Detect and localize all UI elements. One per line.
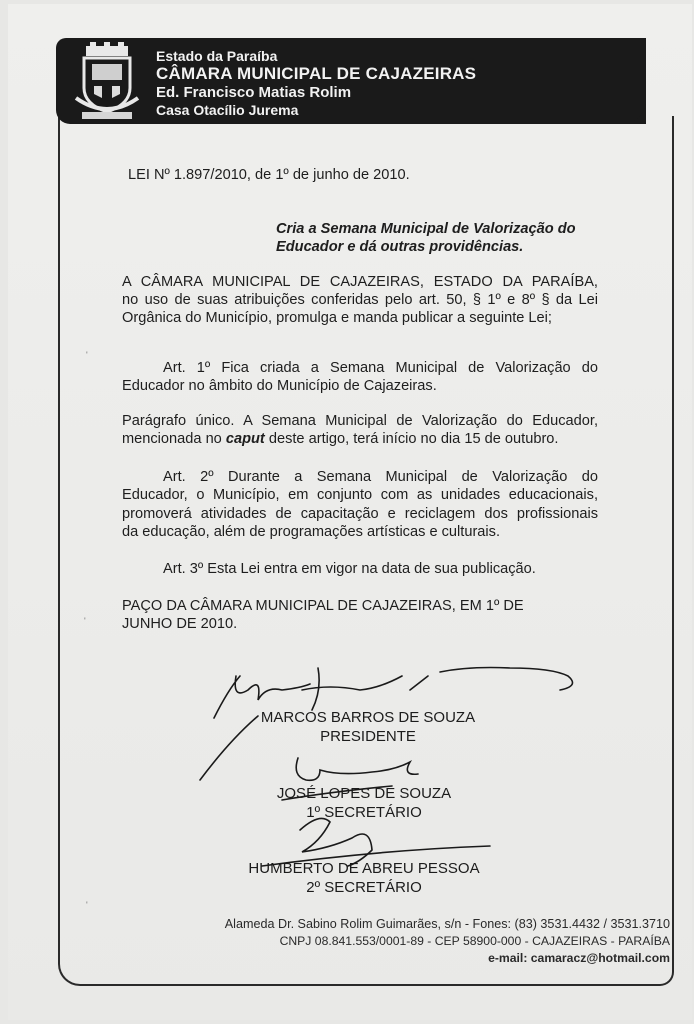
footer-email: e-mail: camaracz@hotmail.com xyxy=(488,951,670,965)
ementa-line-2: Educador e dá outras providências. xyxy=(276,239,524,255)
margin-mark: ' xyxy=(86,900,88,910)
preamble-line-1: A CÂMARA MUNICIPAL DE CAJAZEIRAS, ESTADO DA PARAÍBA, xyxy=(122,274,598,290)
preamble-line-2: no uso de suas atribuições conferidas pelo art. 50, § 1º e 8º § da Lei xyxy=(122,292,598,308)
header-house: Casa Otacílio Jurema xyxy=(156,102,299,118)
preamble-line-3: Orgânica do Município, promulga e manda publicar a seguinte Lei; xyxy=(122,310,552,326)
signer-3-role: 2º SECRETÁRIO xyxy=(306,879,422,896)
paragrafo-line-1: Parágrafo único. A Semana Municipal de Valorização do Educador, xyxy=(122,413,598,429)
signer-2-role: 1º SECRETÁRIO xyxy=(306,804,422,821)
closing-line-2: JUNHO DE 2010. xyxy=(122,616,238,632)
art2-line-2: Educador, o Município, em conjunto com as unidades educacionais, xyxy=(122,487,598,503)
footer-cnpj: CNPJ 08.841.553/0001-89 - CEP 58900-000 - CAJAZEIRAS - PARAÍBA xyxy=(279,934,670,948)
art2-line-4: da educação, além de programações artísticas e culturais. xyxy=(122,524,501,540)
margin-mark: ' xyxy=(86,350,88,360)
signer-3-name: HUMBERTO DE ABREU PESSOA xyxy=(248,860,480,877)
art3-text: Art. 3º Esta Lei entra em vigor na data de sua publicação. xyxy=(163,561,536,577)
art1-line-1: Art. 1º Fica criada a Semana Municipal de Valorização do xyxy=(163,360,598,376)
margin-mark: ' xyxy=(84,616,86,626)
signer-1-role: PRESIDENTE xyxy=(320,728,416,745)
closing-line-1: PAÇO DA CÂMARA MUNICIPAL DE CAJAZEIRAS, EM 1º DE xyxy=(122,598,524,614)
ementa-line-1: Cria a Semana Municipal de Valorização do xyxy=(276,221,576,237)
law-number: LEI Nº 1.897/2010, de 1º de junho de 2010. xyxy=(128,167,410,183)
header-state: Estado da Paraíba xyxy=(156,48,278,64)
signer-2-name: JOSÉ LOPES DE SOUZA xyxy=(276,785,452,802)
paragrafo-line-2: mencionada no caput deste artigo, terá início no dia 15 de outubro. xyxy=(122,431,559,447)
art2-line-1: Art. 2º Durante a Semana Municipal de Valorização do xyxy=(163,469,598,485)
header-building: Ed. Francisco Matias Rolim xyxy=(156,84,352,101)
art1-line-2: Educador no âmbito do Município de Cajazeiras. xyxy=(122,378,437,394)
footer-address: Alameda Dr. Sabino Rolim Guimarães, s/n - Fones: (83) 3531.4432 / 3531.3710 xyxy=(224,917,670,931)
header-chamber: CÂMARA MUNICIPAL DE CAJAZEIRAS xyxy=(156,64,477,83)
art2-line-3: promoverá atividades de capacitação e reciclagem dos profissionais xyxy=(122,506,598,522)
signer-1-name: MARCOS BARROS DE SOUZA xyxy=(260,709,476,726)
